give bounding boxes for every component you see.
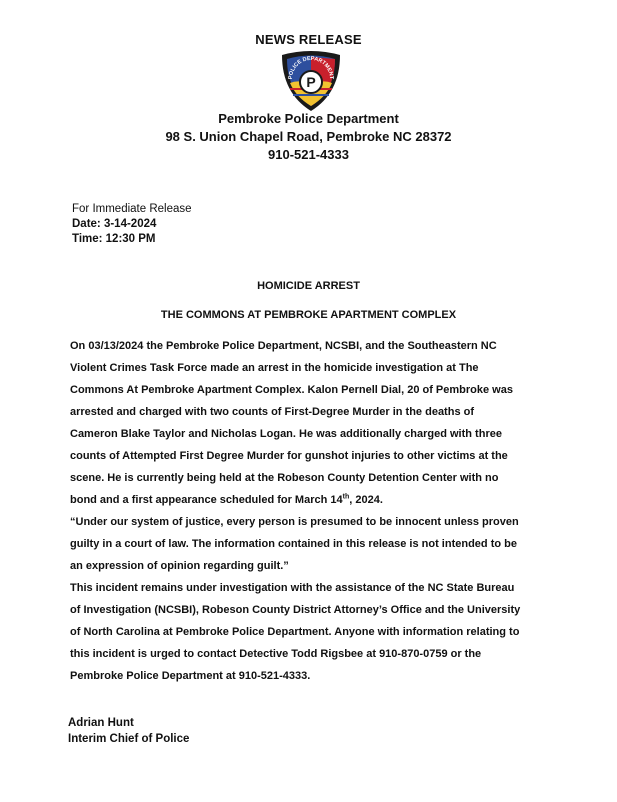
release-immediacy: For Immediate Release [72,203,192,215]
ordinal-suffix: th [342,493,350,501]
headline-primary: HOMICIDE ARREST [257,280,360,292]
police-badge-logo [278,49,344,113]
signature-block [68,715,189,747]
body-line: This incident remains under investigation with the assistance of the NC State Bureau [70,582,515,594]
body-line: of North Carolina at Pembroke Police Department. Anyone with information relating to [70,626,520,638]
body-line: Cameron Blake Taylor and Nicholas Logan. He was additionally charged with three [70,428,502,440]
police-badge-icon [278,49,344,113]
quote-line: “Under our system of justice, every person is presumed to be innocent unless proven [70,516,519,528]
signatory-title: Interim Chief of Police [68,733,190,745]
agency-phone: 910-521-4333 [268,147,349,162]
body-line: On 03/13/2024 the Pembroke Police Department, NCSBI, and the Southeastern NC [70,340,497,352]
release-time: Time: 12:30 PM [72,233,156,245]
release-meta [72,202,192,247]
headline-secondary: THE COMMONS AT PEMBROKE APARTMENT COMPLEX [160,309,457,321]
agency-address: 98 S. Union Chapel Road, Pembroke NC 28372 [165,129,452,144]
body-line: counts of Attempted First Degree Murder for gunshot injuries to other victims at the [70,450,508,462]
body-line: of Investigation (NCSBI), Robeson County District Attorney’s Office and the University [70,604,521,616]
agency-block [0,110,617,164]
body-line: this incident is urged to contact Detective Todd Rigsbee at 910-870-0759 or the [70,648,482,660]
body-line: Violent Crimes Task Force made an arrest in the homicide investigation at The [70,362,479,374]
badge-text: POLICE DEPARTMENT [287,55,335,80]
agency-name: Pembroke Police Department [218,111,399,126]
badge-letter: P [306,74,316,90]
release-date: Date: 3-14-2024 [72,218,157,230]
release-body [70,335,550,687]
body-line-last-text: bond and a first appearance scheduled for March 14 [70,494,343,506]
body-quote [70,511,550,577]
body-line-last [70,489,550,511]
body-line: arrested and charged with two counts of First-Degree Murder in the deaths of [70,406,474,418]
signatory-name: Adrian Hunt [68,717,134,729]
document-title: NEWS RELEASE [255,32,362,47]
body-line-last-tail: , 2024. [349,494,383,506]
body-line: Commons At Pembroke Apartment Complex. Kalon Pernell Dial, 20 of Pembroke was [70,384,513,396]
quote-line: an expression of opinion regarding guilt.” [70,560,289,572]
body-line: scene. He is currently being held at the Robeson County Detention Center with no [70,472,499,484]
quote-line: guilty in a court of law. The information contained in this release is not intended to be [70,538,517,550]
body-paragraph-1 [70,335,550,511]
body-paragraph-3 [70,577,550,687]
body-line: Pembroke Police Department at 910-521-4333. [70,670,311,682]
